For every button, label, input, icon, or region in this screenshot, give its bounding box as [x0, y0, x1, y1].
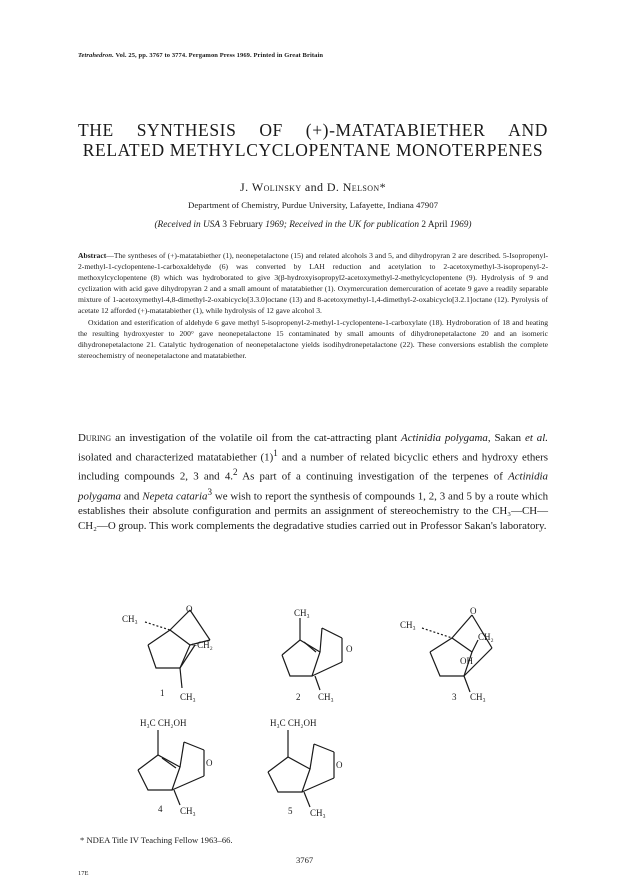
structure-2: [282, 618, 342, 690]
group-label: CH₃: [294, 608, 310, 618]
title-word: THE: [78, 120, 114, 140]
received-date-usa: 3 February: [220, 220, 266, 230]
group-label: CH₃: [400, 620, 416, 630]
group-label: CH₃: [180, 692, 196, 702]
received-dates: [78, 220, 548, 230]
affiliation: Department of Chemistry, Purdue University, Lafayette, Indiana 47907: [188, 200, 438, 210]
author-conjunction: and D.: [301, 180, 343, 194]
abstract-paragraph-1: [78, 250, 548, 317]
structures-svg: [100, 600, 530, 830]
intro-text: an investigation of the volatile oil from the cat-attracting plant: [111, 432, 402, 444]
title-word: (+)-MATATABIETHER: [305, 120, 486, 140]
plant-name: Actinidia polygama: [401, 432, 488, 444]
group-label: CH₂: [478, 632, 494, 642]
intro-text: , Sakan: [487, 432, 526, 444]
group-label: =CH₂: [192, 640, 213, 650]
author-line: [78, 180, 548, 195]
compound-label-5: 5: [288, 806, 293, 816]
compound-label-4: 4: [158, 804, 163, 814]
compound-label-3: 3: [452, 692, 457, 702]
structure-5: [268, 730, 334, 807]
atom-label: O: [470, 606, 477, 616]
page-number: 3767: [296, 855, 314, 865]
plant-name: Actinidia polygama: [78, 470, 548, 503]
et-al: et al.: [525, 432, 548, 444]
author-footnote-mark: *: [379, 180, 386, 194]
plant-name: Nepeta cataria: [142, 490, 208, 503]
signature-mark: 17E: [78, 870, 89, 877]
intro-text: isolated and characterized matatabiether (1): [78, 451, 274, 464]
journal-name: Tetrahedron.: [78, 52, 114, 59]
received-date-uk: 2 April: [419, 220, 450, 230]
intro-lead-word: During: [78, 432, 112, 444]
atom-label: O: [206, 758, 213, 768]
running-head: [78, 52, 323, 59]
reference-mark: 1: [273, 447, 278, 458]
compound-label-1: 1: [160, 688, 165, 698]
group-label: H₃C CH₂OH: [270, 718, 317, 728]
author-wolinsky: Wolinsky: [251, 180, 302, 194]
intro-text: As part of a continuing investigation of the terpenes of: [237, 470, 509, 483]
reference-mark: 2: [233, 467, 238, 478]
atom-label: O: [346, 644, 353, 654]
title-word: SYNTHESIS: [136, 120, 237, 140]
abstract-label: Abstract: [78, 251, 107, 260]
author-initial: J.: [240, 180, 252, 194]
footnote: * NDEA Title IV Teaching Fellow 1963–66.: [80, 835, 233, 845]
title-word: OF: [259, 120, 283, 140]
received-text: 1969; Received in the UK for publication: [265, 220, 420, 230]
abstract-text: —The syntheses of (+)-matatabiether (1), neonepetalactone (15) and related alcohols 3 and 5, and dihydropyran 2 are described. 5-Isopropenyl-2-methyl-1-cyclopentene-1-carboxaldehyde (6) was converted by LAH reduction and acetylation to 2-acetoxymethyl-3-isopropenyl-2-methoxylcyclopentene (8) which was hydroborated to give 3(β-hydroxyisopropyl2-acetoxymethyl-2-methylcyclopentene (9). Hydrolysis of 9 and cyclization with acid gave dihydropyran 2 and a small amount of matatabiether (1). Oxymercuration demercuration of acetate 9 gave a readily separable mixture of 1-acetoxymethyl-4,8-dimethyl-2-oxabicyclo[3.3.0]octane (13) and 8-acetoxymethyl-1,4-dimethyl-2-oxabicyclo[3.2.1]octane (12). Pyrolysis of acetate 12 afforded (+)-matatabiether (1), while hydrolysis of 12 gave alcohol 3.: [78, 251, 548, 316]
structure-4: [138, 730, 204, 805]
received-text: (Received in USA: [154, 220, 221, 230]
title-word: AND: [508, 120, 548, 140]
atom-label: O: [186, 604, 193, 614]
structure-3: [422, 615, 492, 692]
compound-label-2: 2: [296, 692, 301, 702]
author-nelson: Nelson: [342, 180, 380, 194]
group-label: CH₃: [122, 614, 138, 624]
abstract: [78, 250, 548, 361]
group-label: CH₃: [180, 806, 196, 816]
intro-paragraph: [78, 431, 548, 534]
intro-text: and a number of related bicyclic ethers and hydroxy ethers including compounds 2, 3 and 4.: [78, 451, 549, 483]
group-label: CH₃: [310, 808, 326, 818]
abstract-paragraph-2: Oxidation and esterification of aldehyde 6 gave methyl 5-isopropenyl-2-methyl-1-cyclopentene-1-carboxylate (18). Hydroboration of 18 and heating the resulting hydroxyester to 200° gave neonepetalactone 15 contaminated by small amounts of dihydronepetalactone 20 and an isomeric dihydronepetalactone 21. Catalytic hydrogenation of neonepetalactone yields isodihydronepetalactone (22). These conversions establish the complete stereochemistry of neonepetalactone and matatabiether.: [78, 317, 548, 360]
group-label: OH: [460, 656, 473, 666]
journal-details: Vol. 25, pp. 3767 to 3774. Pergamon Press 1969. Printed in Great Britain: [115, 52, 324, 59]
title-line-1: [78, 120, 548, 140]
intro-text: we wish to report the synthesis of compounds 1, 2, 3 and 5 by a route which establishes their absolute configuration and permits an assignment of stereochemistry to the CH₃—CH—CH₂—O group. This work complements the degradative studies carried out in Professor Sakan's laboratory.: [78, 490, 549, 532]
title-line-2: RELATED METHYLCYCLOPENTANE MONOTERPENES: [82, 140, 544, 160]
article-title: [78, 120, 548, 160]
received-text: 1969): [449, 220, 472, 230]
group-label: H₃C CH₂OH: [140, 718, 187, 728]
atom-label: O: [336, 760, 343, 770]
intro-text: and: [120, 490, 143, 503]
reference-mark: 3: [207, 486, 213, 497]
chemical-structures: [100, 600, 530, 830]
group-label: CH₃: [318, 692, 334, 702]
group-label: CH₃: [470, 692, 486, 702]
